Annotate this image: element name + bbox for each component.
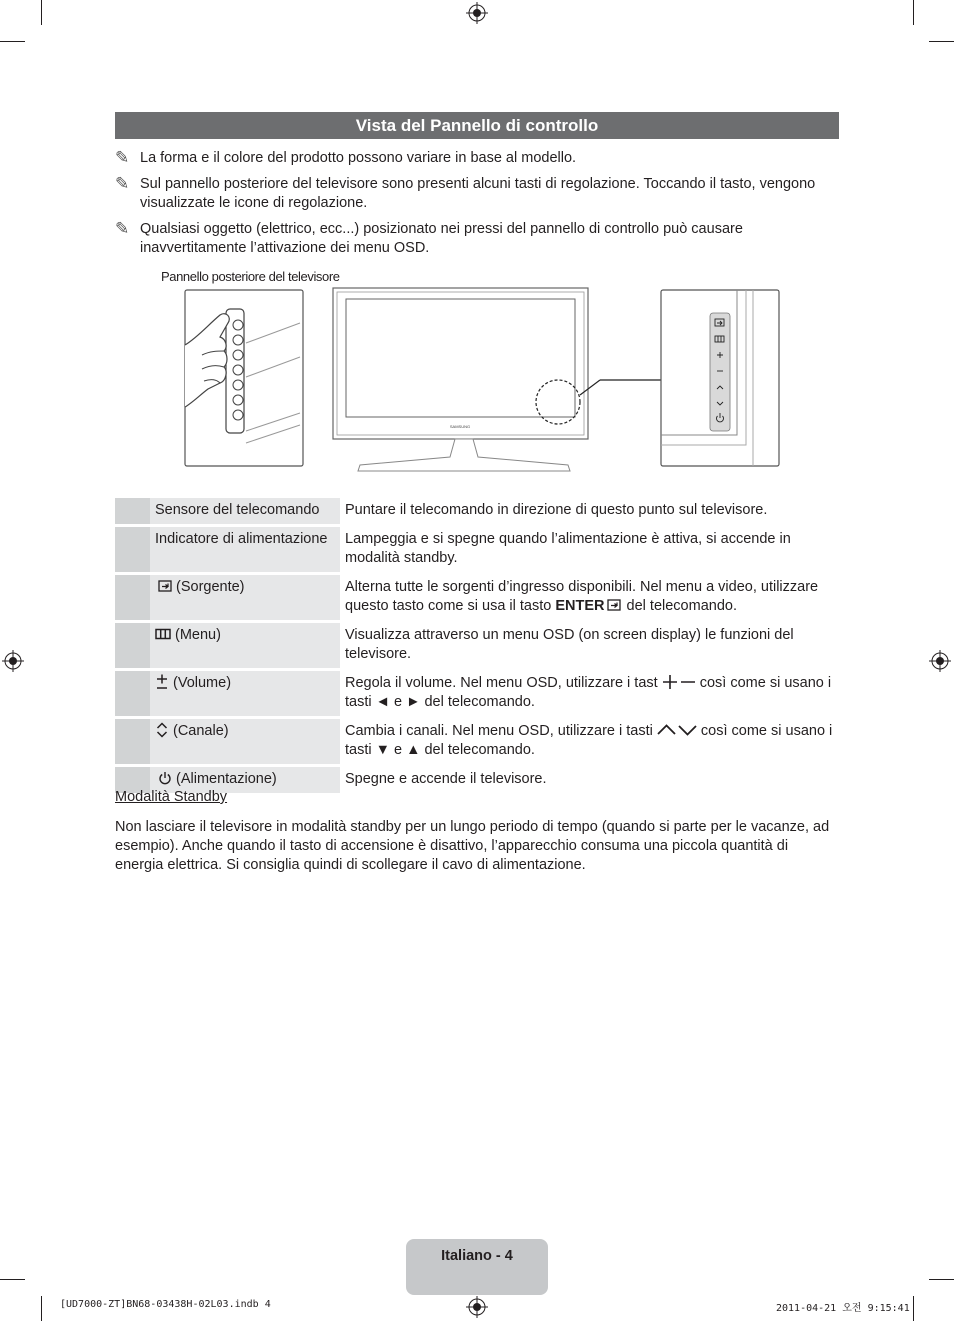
note-text: Qualsiasi oggetto (elettrico, ecc...) posizionato nei pressi del pannello di controllo può causare inavvertitamente l’attivazione dei menu OSD. [140,221,743,256]
note [115,220,839,258]
page-label: Italiano - 4 [441,1248,513,1264]
table-row [115,622,839,670]
crop-mark [929,1279,954,1280]
control-description: Visualizza attraverso un menu OSD (on screen display) le funzioni del televisore. [340,622,839,670]
registration-mark-icon [929,650,951,672]
registration-mark-icon [466,2,488,24]
control-description: Regola il volume. Nel menu OSD, utilizzare i tast così come si usano i tasti ◄ e ► del telecomando. [340,670,839,718]
control-name: Indicatore di alimentazione [150,526,340,574]
note-pencil-icon: ✎ [115,148,130,167]
table-row [115,670,839,718]
control-name: Sensore del telecomando [150,498,340,526]
control-description: Alterna tutte le sorgenti d’ingresso disponibili. Nel menu a video, utilizzare questo tasto come si usa il tasto ENTER del telecomando. [340,574,839,622]
enter-key-label: ENTER [555,598,605,614]
diagram-caption: Pannello posteriore del televisore [161,269,340,284]
registration-mark-icon [2,650,24,672]
tv-front-illustration [333,288,661,471]
up-down-icon [657,723,697,737]
table-row [115,526,839,574]
print-slug-timestamp: 2011-04-21 오전 9:15:41 [776,1303,910,1314]
power-icon [158,771,172,785]
tv-brand-logo: SAMSUNG [449,424,471,429]
print-slug-file: [UD7000-ZT]BN68-03438H-02L03.indb 4 [60,1299,271,1310]
row-marker [115,574,150,622]
control-description: Cambia i canali. Nel menu OSD, utilizzare i tasti così come si usano i tasti ▼ e ▲ del telecomando. [340,718,839,766]
plus-minus-icon [662,675,696,689]
note-pencil-icon: ✎ [115,174,130,193]
enter-icon [607,598,621,612]
panel-detail-illustration [661,290,779,466]
volume-icon [155,674,169,690]
note [115,175,839,213]
control-name: (Menu) [150,622,340,670]
note-text: Sul pannello posteriore del televisore sono presenti alcuni tasti di regolazione. Toccando il tasto, vengono visualizzate le icone di regolazione. [140,176,816,211]
crop-mark [41,0,42,25]
source-icon [158,579,172,593]
note [115,149,839,168]
registration-mark-icon [466,1296,488,1318]
crop-mark [913,0,914,25]
crop-mark [913,1296,914,1321]
control-name: (Alimentazione) [150,766,340,795]
row-marker [115,526,150,574]
table-row [115,498,839,526]
control-panel-diagram [180,285,785,475]
controls-table [115,498,839,796]
row-marker [115,718,150,766]
control-description: Lampeggia e si spegne quando l’alimentazione è attiva, si accende in modalità standby. [340,526,839,574]
table-row [115,574,839,622]
control-name: (Volume) [150,670,340,718]
note-text: La forma e il colore del prodotto possono variare in base al modello. [140,150,577,166]
crop-mark [929,41,954,42]
page-number-tab [406,1239,548,1295]
crop-mark [41,1296,42,1321]
standby-paragraph: Non lasciare il televisore in modalità standby per un lungo periodo di tempo (quando si parte per le vacanze, ad esempio). Anche quando il tasto di accensione è disattivo, l’apparecchio consuma una piccola quantità di energia elettrica. Si consiglia quindi di scollegare il cavo di alimentazione. [115,819,830,873]
section-title: Vista del Pannello di controllo [115,112,839,139]
table-row [115,718,839,766]
hand-touch-illustration [185,290,303,466]
control-description: Spegne e accende il televisore. [340,766,839,795]
control-name: (Canale) [150,718,340,766]
channel-icon [155,722,169,738]
row-marker [115,622,150,670]
row-marker [115,670,150,718]
crop-mark [0,41,25,42]
control-name: (Sorgente) [150,574,340,622]
standby-heading: Modalità Standby [115,789,228,805]
row-marker [115,498,150,526]
menu-icon [155,627,171,641]
crop-mark [0,1279,25,1280]
control-description: Puntare il telecomando in direzione di questo punto sul televisore. [340,498,839,526]
note-pencil-icon: ✎ [115,219,130,238]
